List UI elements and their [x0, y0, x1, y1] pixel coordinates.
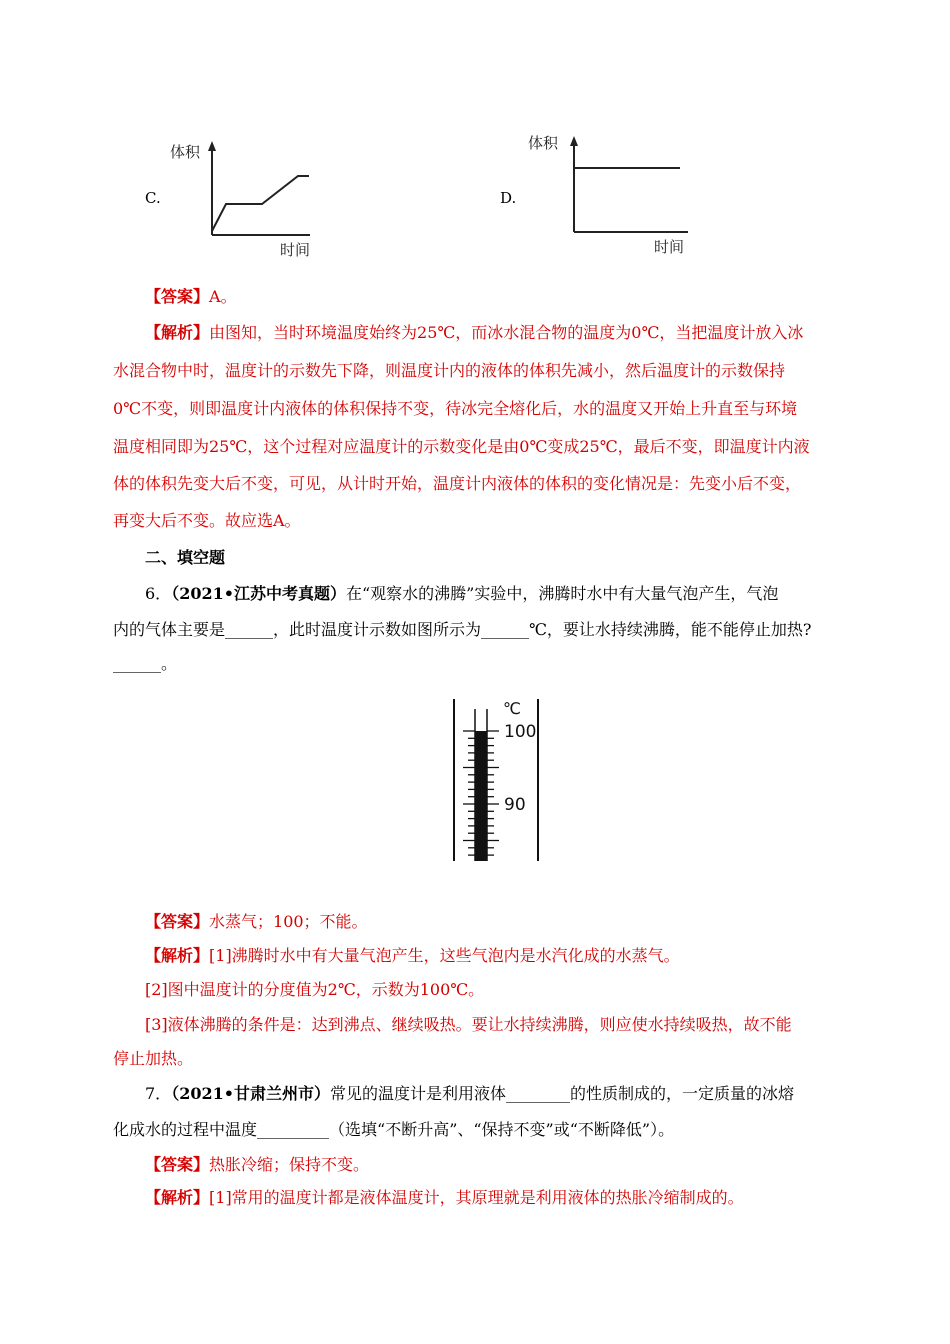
- q6-stem-2a: 内的气体主要是: [113, 620, 226, 639]
- q5-answer-text: A。: [209, 287, 237, 306]
- thermometer-label-100: 100: [504, 722, 537, 742]
- q6-analysis-line-1: [145, 946, 885, 966]
- q5-analysis-line-1: [145, 323, 885, 343]
- option-d-y-label: 体积: [528, 134, 559, 152]
- q6-stem-1: 在“观察水的沸腾”实验中，沸腾时水中有大量气泡产生，气泡: [345, 584, 779, 603]
- option-c-curve: [212, 176, 309, 231]
- section-title: 二、填空题: [145, 548, 226, 567]
- q7-blank-1: ________: [505, 1084, 570, 1103]
- q6-analysis-text-1: [1]沸腾时水中有大量气泡产生，这些气泡内是水汽化成的水蒸气。: [209, 946, 680, 965]
- q7-source: （2021•甘肃兰州市）: [171, 1084, 330, 1103]
- q7-stem-1b: 的性质制成的，一定质量的冰熔: [569, 1084, 794, 1103]
- option-d-graph: [528, 128, 698, 258]
- thermometer-liquid-column: [475, 731, 487, 861]
- option-c-y-label: 体积: [170, 143, 201, 161]
- q5-analysis-line-3: 0℃不变，则即温度计内液体的体积保持不变，待冰完全熔化后，水的温度又开始上升直至与环境: [113, 399, 798, 418]
- q7-stem-line-1: [145, 1084, 885, 1104]
- q6-number: 6．: [145, 584, 172, 603]
- q6-analysis-line-2: [2]图中温度计的分度值为2℃，示数为100℃。: [145, 980, 485, 999]
- q7-blank-2: _________: [257, 1120, 330, 1139]
- q6-analysis-line-4: 停止加热。: [113, 1049, 194, 1068]
- q7-analysis-tag: 【解析】: [145, 1188, 210, 1207]
- thermometer-unit: ℃: [503, 699, 521, 718]
- q7-stem-2a: 化成水的过程中温度: [113, 1120, 258, 1139]
- thermometer-figure: [448, 695, 548, 867]
- q7-number: 7．: [145, 1084, 172, 1103]
- q6-analysis-tag: 【解析】: [145, 946, 210, 965]
- q7-answer-tag: 【答案】: [145, 1155, 210, 1174]
- q5-analysis-line-6: 再变大后不变。故应选A。: [113, 511, 301, 530]
- q6-source: （2021•江苏中考真题）: [171, 584, 346, 603]
- option-c-graph: [168, 135, 318, 260]
- option-d-x-label: 时间: [654, 238, 685, 256]
- option-c-y-arrow: [208, 141, 216, 151]
- q7-answer-text: 热胀冷缩；保持不变。: [209, 1155, 370, 1174]
- q7-analysis-line-1: [145, 1188, 885, 1208]
- q7-stem-line-2: [113, 1120, 853, 1140]
- q6-analysis-line-3: [3]液体沸腾的条件是：达到沸点、继续吸热。要让水持续沸腾，则应使水持续吸热，故不能: [145, 1015, 792, 1034]
- q5-analysis-tag: 【解析】: [145, 323, 210, 342]
- q7-analysis-text-1: [1]常用的温度计都是液体温度计，其原理就是利用液体的热胀冷缩制成的。: [209, 1188, 744, 1207]
- q6-stem-line-1: [145, 584, 885, 604]
- thermometer-label-90: 90: [504, 795, 526, 815]
- q5-analysis-text-1: 由图知，当时环境温度始终为25℃，而冰水混合物的温度为0℃，当把温度计放入冰: [209, 323, 804, 342]
- q7-stem-2b: （选填“不断升高”、“保持不变”或“不断降低”）。: [329, 1120, 675, 1139]
- q6-stem-line-2: [113, 620, 853, 640]
- q5-analysis-line-5: 体的体积先变大后不变，可见，从计时开始，温度计内液体的体积的变化情况是：先变小后不变，: [113, 474, 802, 493]
- q6-stem-line-3: [113, 654, 853, 674]
- q7-stem-1a: 常见的温度计是利用液体: [329, 1084, 506, 1103]
- q5-answer: [145, 287, 885, 307]
- q6-answer-text: 水蒸气；100；不能。: [209, 912, 368, 931]
- q7-answer: [145, 1155, 885, 1175]
- q6-stem-3b: 。: [161, 654, 178, 673]
- option-d-label: D.: [500, 189, 517, 207]
- q6-blank-2: ______: [481, 620, 530, 639]
- q6-blank-1: ______: [225, 620, 274, 639]
- q6-answer: [145, 912, 885, 932]
- q6-stem-2b: ，此时温度计示数如图所示为: [273, 620, 482, 639]
- option-c-x-label: 时间: [280, 241, 311, 259]
- q6-stem-2c: ℃，要让水持续沸腾，能不能停止加热?: [529, 620, 812, 639]
- option-c-label: C.: [145, 189, 161, 207]
- q5-analysis-line-2: 水混合物中时，温度计的示数先下降，则温度计内的液体的体积先减小，然后温度计的示数保持: [113, 361, 786, 380]
- q5-analysis-line-4: 温度相同即为25℃，这个过程对应温度计的示数变化是由0℃变成25℃，最后不变，即温度计内液: [113, 437, 810, 456]
- q6-answer-tag: 【答案】: [145, 912, 210, 931]
- q5-answer-tag: 【答案】: [145, 287, 210, 306]
- q6-blank-3: ______: [113, 654, 161, 673]
- option-d-y-arrow: [570, 136, 578, 146]
